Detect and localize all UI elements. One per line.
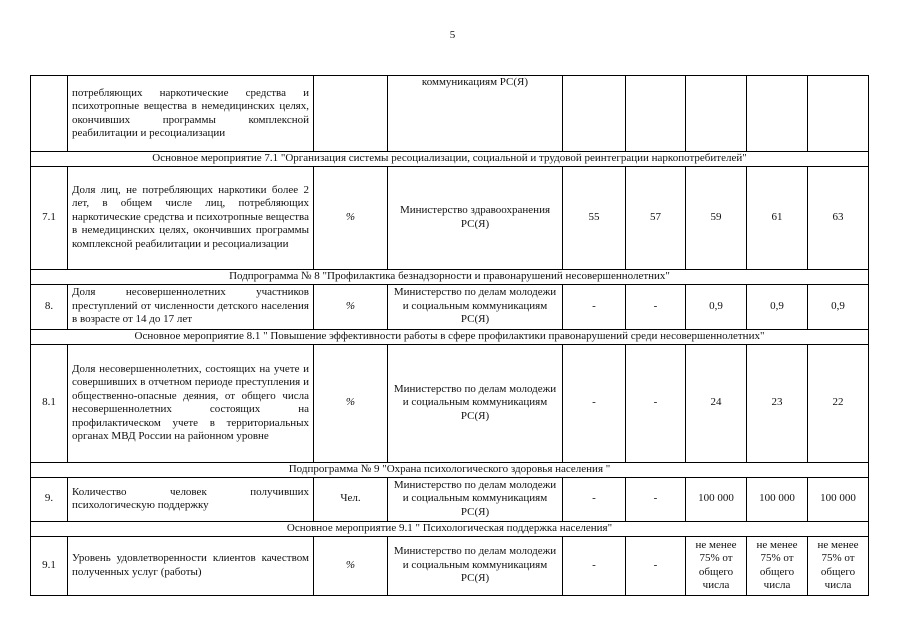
value-cell: 0,9 — [747, 284, 808, 329]
value-cell: 24 — [686, 344, 747, 462]
unit-cell: % — [314, 536, 388, 595]
table-row — [31, 166, 869, 269]
section-title: Основное мероприятие 9.1 " Психологическая поддержка населения" — [31, 521, 869, 536]
indicator-name: Количество человек получивших психологическую поддержку — [68, 477, 314, 521]
unit-cell: % — [314, 166, 388, 269]
value-cell — [747, 76, 808, 152]
value-cell: не менее 75% от общего числа — [808, 536, 869, 595]
row-number: 9. — [31, 477, 68, 521]
value-cell — [626, 76, 686, 152]
responsible-cell: коммуникациям РС(Я) — [388, 76, 563, 152]
table-row — [31, 344, 869, 462]
section-row — [31, 269, 869, 284]
value-cell — [563, 76, 626, 152]
section-row — [31, 329, 869, 344]
value-cell: - — [563, 344, 626, 462]
value-cell: - — [563, 477, 626, 521]
value-cell: - — [563, 284, 626, 329]
responsible-cell: Министерство по делам молодежи и социальным коммуникациям РС(Я) — [388, 477, 563, 521]
unit-cell — [314, 76, 388, 152]
value-cell: 0,9 — [808, 284, 869, 329]
value-cell: 0,9 — [686, 284, 747, 329]
value-cell: не менее 75% от общего числа — [686, 536, 747, 595]
indicator-name: Доля несовершеннолетних участников преступлений от численности детского населения в возрасте от 14 до 17 лет — [68, 284, 314, 329]
page-number: 5 — [449, 29, 456, 41]
unit-cell: Чел. — [314, 477, 388, 521]
section-row — [31, 152, 869, 167]
value-cell: 100 000 — [686, 477, 747, 521]
value-cell: не менее 75% от общего числа — [747, 536, 808, 595]
value-cell: 22 — [808, 344, 869, 462]
section-title: Основное мероприятие 7.1 "Организация системы ресоциализации, социальной и трудовой реинтеграции наркопотребителей" — [31, 152, 869, 167]
indicator-name: Доля лиц, не потребляющих наркотики более 2 лет, в общем числе лиц, потребляющих наркотические средства и психотропные вещества в немедицинских целях, окончивших программы комплексной реабилитации и ресоциализации — [68, 166, 314, 269]
table-row — [31, 477, 869, 521]
value-cell: - — [563, 536, 626, 595]
value-cell: 55 — [563, 166, 626, 269]
value-cell: - — [626, 536, 686, 595]
table-row — [31, 284, 869, 329]
indicator-name: Уровень удовлетворенности клиентов качеством полученных услуг (работы) — [68, 536, 314, 595]
value-cell: 100 000 — [747, 477, 808, 521]
section-row — [31, 462, 869, 477]
indicators-table — [30, 75, 869, 596]
value-cell: 57 — [626, 166, 686, 269]
responsible-cell: Министерство по делам молодежи и социальным коммуникациям РС(Я) — [388, 344, 563, 462]
responsible-cell: Министерство по делам молодежи и социальным коммуникациям РС(Я) — [388, 536, 563, 595]
value-cell: 23 — [747, 344, 808, 462]
section-title: Основное мероприятие 8.1 " Повышение эффективности работы в сфере профилактики правонарушений среди несовершеннолетних" — [31, 329, 869, 344]
table-row — [31, 76, 869, 152]
value-cell: - — [626, 344, 686, 462]
section-title: Подпрограмма № 9 "Охрана психологического здоровья населения " — [31, 462, 869, 477]
indicator-name: потребляющих наркотические средства и психотропные вещества в немедицинских целях, окончивших программы комплексной реабилитации и ресоциализации — [68, 76, 314, 152]
unit-cell: % — [314, 344, 388, 462]
value-cell: 100 000 — [808, 477, 869, 521]
row-number: 7.1 — [31, 166, 68, 269]
responsible-cell: Министерство по делам молодежи и социальным коммуникациям РС(Я) — [388, 284, 563, 329]
responsible-cell: Министерство здравоохранения РС(Я) — [388, 166, 563, 269]
indicator-name: Доля несовершеннолетних, состоящих на учете и совершивших в отчетном периоде преступления и общественно-опасные деяния, от общего числа несовершеннолетних состоящих на профилактическом учете в территориальных органах МВД России на районном уровне — [68, 344, 314, 462]
row-number: 8.1 — [31, 344, 68, 462]
row-number: 8. — [31, 284, 68, 329]
row-number — [31, 76, 68, 152]
value-cell: - — [626, 284, 686, 329]
section-row — [31, 521, 869, 536]
row-number: 9.1 — [31, 536, 68, 595]
table-row — [31, 536, 869, 595]
value-cell — [808, 76, 869, 152]
value-cell: 59 — [686, 166, 747, 269]
unit-cell: % — [314, 284, 388, 329]
value-cell: 63 — [808, 166, 869, 269]
section-title: Подпрограмма № 8 "Профилактика безнадзорности и правонарушений несовершеннолетних" — [31, 269, 869, 284]
value-cell: 61 — [747, 166, 808, 269]
value-cell: - — [626, 477, 686, 521]
value-cell — [686, 76, 747, 152]
